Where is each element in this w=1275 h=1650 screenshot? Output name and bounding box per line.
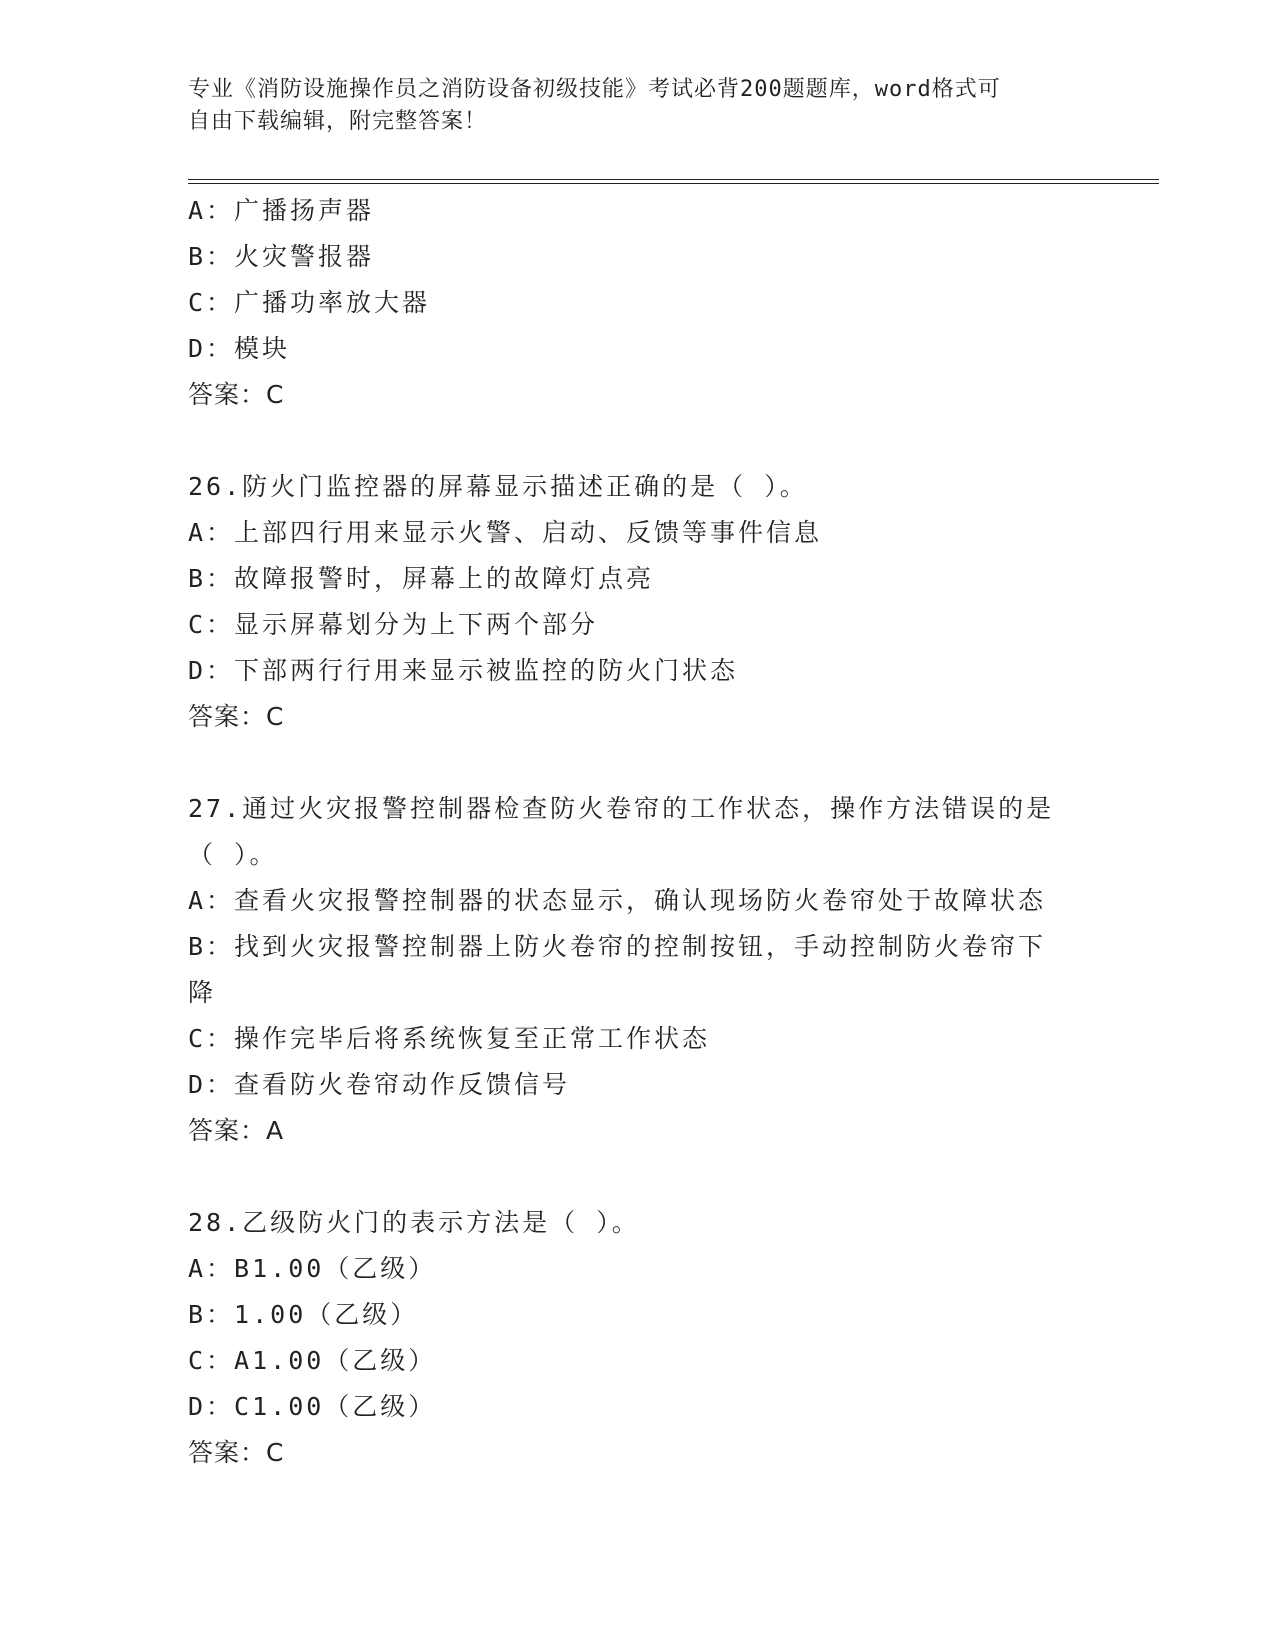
document-header: [188, 74, 1088, 138]
option-b: B：1.00（乙级）: [188, 1300, 419, 1329]
header-divider-bottom: [188, 183, 1159, 184]
option-c: C：广播功率放大器: [188, 288, 431, 317]
option-c: C：A1.00（乙级）: [188, 1346, 437, 1375]
question-text: 28.乙级防火门的表示方法是（ ）。: [188, 1208, 640, 1237]
option-c: C：操作完毕后将系统恢复至正常工作状态: [188, 1024, 711, 1053]
option-d: D：C1.00（乙级）: [188, 1392, 437, 1421]
spacer: [188, 418, 1088, 464]
option-a: A：B1.00（乙级）: [188, 1254, 437, 1283]
answer: 答案：C: [188, 1438, 285, 1467]
spacer: [188, 1154, 1088, 1200]
spacer: [188, 740, 1088, 786]
option-d: D：模块: [188, 334, 291, 363]
question-25: [188, 188, 1088, 418]
option-a: A：广播扬声器: [188, 196, 375, 225]
answer: 答案：C: [188, 702, 285, 731]
question-text-continued: （ ）。: [188, 840, 278, 869]
answer: 答案：A: [188, 1116, 285, 1145]
header-line-1: 专业《消防设施操作员之消防设备初级技能》考试必背200题题库，word格式可: [188, 77, 1001, 102]
question-27: [188, 786, 1088, 1154]
question-28: [188, 1200, 1088, 1476]
header-line-2: 自由下载编辑，附完整答案！: [188, 109, 488, 134]
option-c: C：显示屏幕划分为上下两个部分: [188, 610, 599, 639]
option-b: B：火灾警报器: [188, 242, 375, 271]
option-a: A：查看火灾报警控制器的状态显示，确认现场防火卷帘处于故障状态: [188, 886, 1047, 915]
question-26: [188, 464, 1088, 740]
option-b: B：找到火灾报警控制器上防火卷帘的控制按钮，手动控制防火卷帘下: [188, 932, 1047, 961]
option-b-continued: 降: [188, 978, 217, 1007]
option-a: A：上部四行用来显示火警、启动、反馈等事件信息: [188, 518, 823, 547]
answer: 答案：C: [188, 380, 285, 409]
question-text: 27.通过火灾报警控制器检查防火卷帘的工作状态，操作方法错误的是: [188, 794, 1055, 823]
question-text: 26.防火门监控器的屏幕显示描述正确的是（ ）。: [188, 472, 808, 501]
option-d: D：查看防火卷帘动作反馈信号: [188, 1070, 571, 1099]
question-list: [188, 188, 1088, 1476]
option-d: D：下部两行行用来显示被监控的防火门状态: [188, 656, 739, 685]
option-b: B：故障报警时，屏幕上的故障灯点亮: [188, 564, 655, 593]
header-divider-top: [188, 179, 1159, 180]
